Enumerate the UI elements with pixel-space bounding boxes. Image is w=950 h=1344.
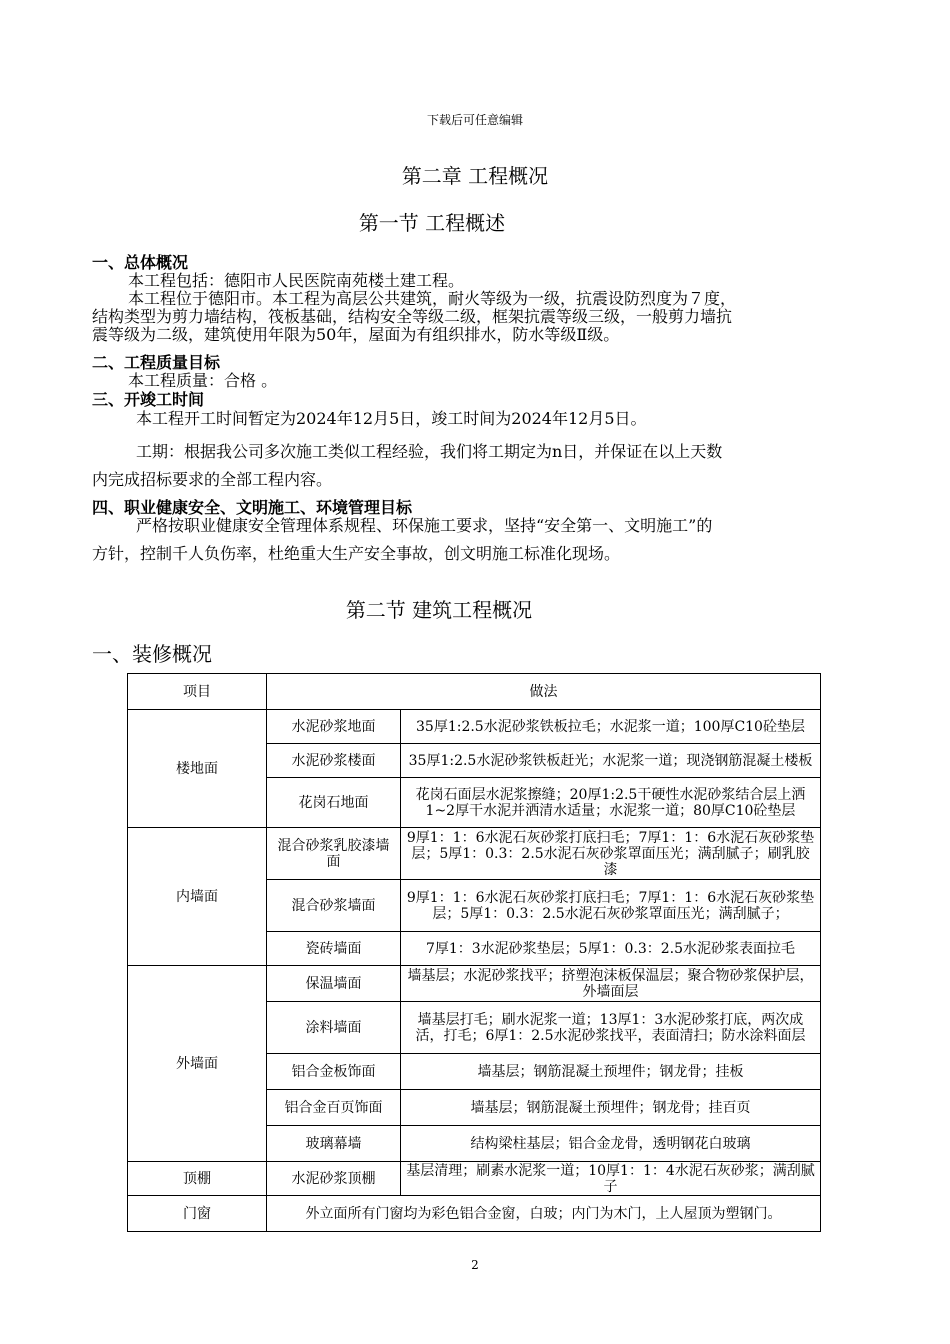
col-header-method: 做法 (267, 674, 821, 710)
overview-line-2: 本工程位于德阳市。本工程为高层公共建筑，耐火等级为一级，抗震设防烈度为７度， (128, 289, 737, 308)
schedule-duration-line-2: 内完成招标要求的全部工程内容。 (92, 470, 333, 489)
overview-paragraph (92, 272, 860, 344)
decoration-table (127, 673, 821, 1232)
method-cell: 7厚1：3水泥砂浆垫层；5厚1：0.3：2.5水泥砂浆表面拉毛 (401, 932, 821, 966)
table-row (128, 828, 821, 880)
method-cell: 35厚1:2.5水泥砂浆铁板赶光；水泥浆一道；现浇钢筋混凝土楼板 (401, 744, 821, 778)
overview-line-1: 本工程包括：德阳市人民医院南苑楼土建工程。 (128, 271, 465, 290)
overview-heading: 一、总体概况 (92, 253, 189, 272)
window-method-cell: 外立面所有门窗均为彩色铝合金窗，白玻；内门为木门，上人屋顶为塑钢门。 (267, 1196, 821, 1232)
item-cell: 混合砂浆墙面 (267, 880, 401, 932)
method-cell: 9厚1：1：6水泥石灰砂浆打底扫毛；7厚1：1：6水泥石灰砂浆垫层；5厚1：0.3：2.5水泥石灰砂浆罩面压光；满刮腻子；刷乳胶漆 (401, 828, 821, 880)
group-exterior-wall: 外墙面 (128, 966, 267, 1162)
chapter-title: 第二章 工程概况 (401, 164, 549, 188)
schedule-start-end: 本工程开工时间暂定为2024年12月5日，竣工时间为2024年12月5日。 (136, 409, 647, 428)
col-header-item: 项目 (128, 674, 267, 710)
item-cell: 涂料墙面 (267, 1002, 401, 1054)
quality-paragraph (92, 372, 860, 390)
item-cell: 水泥砂浆楼面 (267, 744, 401, 778)
method-cell: 墙基层；钢筋混凝土预埋件；钢龙骨；挂板 (401, 1054, 821, 1090)
schedule-paragraph (92, 438, 860, 494)
item-cell: 保温墙面 (267, 966, 401, 1002)
schedule-duration-line-1: 工期：根据我公司多次施工类似工程经验，我们将工期定为n日，并保证在以上天数 (136, 442, 723, 461)
quality-line-1: 本工程质量：合格 。 (128, 371, 278, 390)
table-row (128, 966, 821, 1002)
method-cell: 9厚1：1：6水泥石灰砂浆打底扫毛；7厚1：1：6水泥石灰砂浆垫层；5厚1：0.3：2.5水泥石灰砂浆罩面压光；满刮腻子； (401, 880, 821, 932)
quality-heading: 二、工程质量目标 (92, 353, 221, 372)
group-floor: 楼地面 (128, 710, 267, 828)
method-cell: 墙基层；水泥砂浆找平；挤塑泡沫板保温层；聚合物砂浆保护层，外墙面层 (401, 966, 821, 1002)
item-cell: 混合砂浆乳胶漆墙面 (267, 828, 401, 880)
item-cell: 瓷砖墙面 (267, 932, 401, 966)
group-interior-wall: 内墙面 (128, 828, 267, 966)
overview-line-3: 结构类型为剪力墙结构，筏板基础，结构安全等级二级，框架抗震等级三级，一般剪力墙抗 (92, 307, 733, 326)
table-header-row (128, 674, 821, 710)
table-row (128, 710, 821, 744)
section2-title: 第二节 建筑工程概况 (345, 598, 533, 622)
item-cell: 水泥砂浆地面 (267, 710, 401, 744)
method-cell: 35厚1:2.5水泥砂浆铁板拉毛；水泥浆一道；100厚C10砼垫层 (401, 710, 821, 744)
item-cell: 铝合金板饰面 (267, 1054, 401, 1090)
schedule-line-1 (92, 405, 860, 433)
safety-line-1: 严格按职业健康安全管理体系规程、环保施工要求，坚持“安全第一、文明施工”的 (136, 516, 713, 535)
overview-line-4: 震等级为二级，建筑使用年限为50年，屋面为有组织排水，防水等级Ⅱ级。 (92, 325, 620, 344)
section1-title: 第一节 工程概述 (358, 211, 506, 235)
decoration-heading: 一、装修概况 (92, 642, 212, 666)
safety-line-2: 方针，控制千人负伤率，杜绝重大生产安全事故，创文明施工标准化现场。 (92, 544, 621, 563)
table-row (128, 1162, 821, 1196)
method-cell: 结构梁柱基层；铝合金龙骨，透明钢花白玻璃 (401, 1126, 821, 1162)
safety-paragraph (92, 512, 860, 568)
method-cell: 基层清理；刷素水泥浆一道；10厚1：1：4水泥石灰砂浆；满刮腻子 (401, 1162, 821, 1196)
header-note: 下载后可任意编辑 (426, 113, 523, 127)
method-cell: 墙基层；钢筋混凝土预埋件；钢龙骨；挂百页 (401, 1090, 821, 1126)
item-cell: 玻璃幕墙 (267, 1126, 401, 1162)
item-cell: 花岗石地面 (267, 778, 401, 828)
item-cell: 水泥砂浆顶棚 (267, 1162, 401, 1196)
method-cell: 墙基层打毛；刷水泥浆一道；13厚1：3水泥砂浆打底，两次成活，打毛；6厚1：2.5水泥砂浆找平，表面清扫；防水涂料面层 (401, 1002, 821, 1054)
method-cell: 花岗石面层水泥浆擦缝；20厚1:2.5干硬性水泥砂浆结合层上洒1~2厚干水泥并洒清水适量；水泥浆一道；80厚C10砼垫层 (401, 778, 821, 828)
group-windows: 门窗 (128, 1196, 267, 1232)
safety-heading: 四、职业健康安全、文明施工、环境管理目标 (92, 498, 413, 517)
item-cell: 铝合金百页饰面 (267, 1090, 401, 1126)
page-number: 2 (471, 1258, 479, 1272)
table-row (128, 1196, 821, 1232)
schedule-heading: 三、开竣工时间 (92, 390, 205, 409)
group-ceiling: 顶棚 (128, 1162, 267, 1196)
